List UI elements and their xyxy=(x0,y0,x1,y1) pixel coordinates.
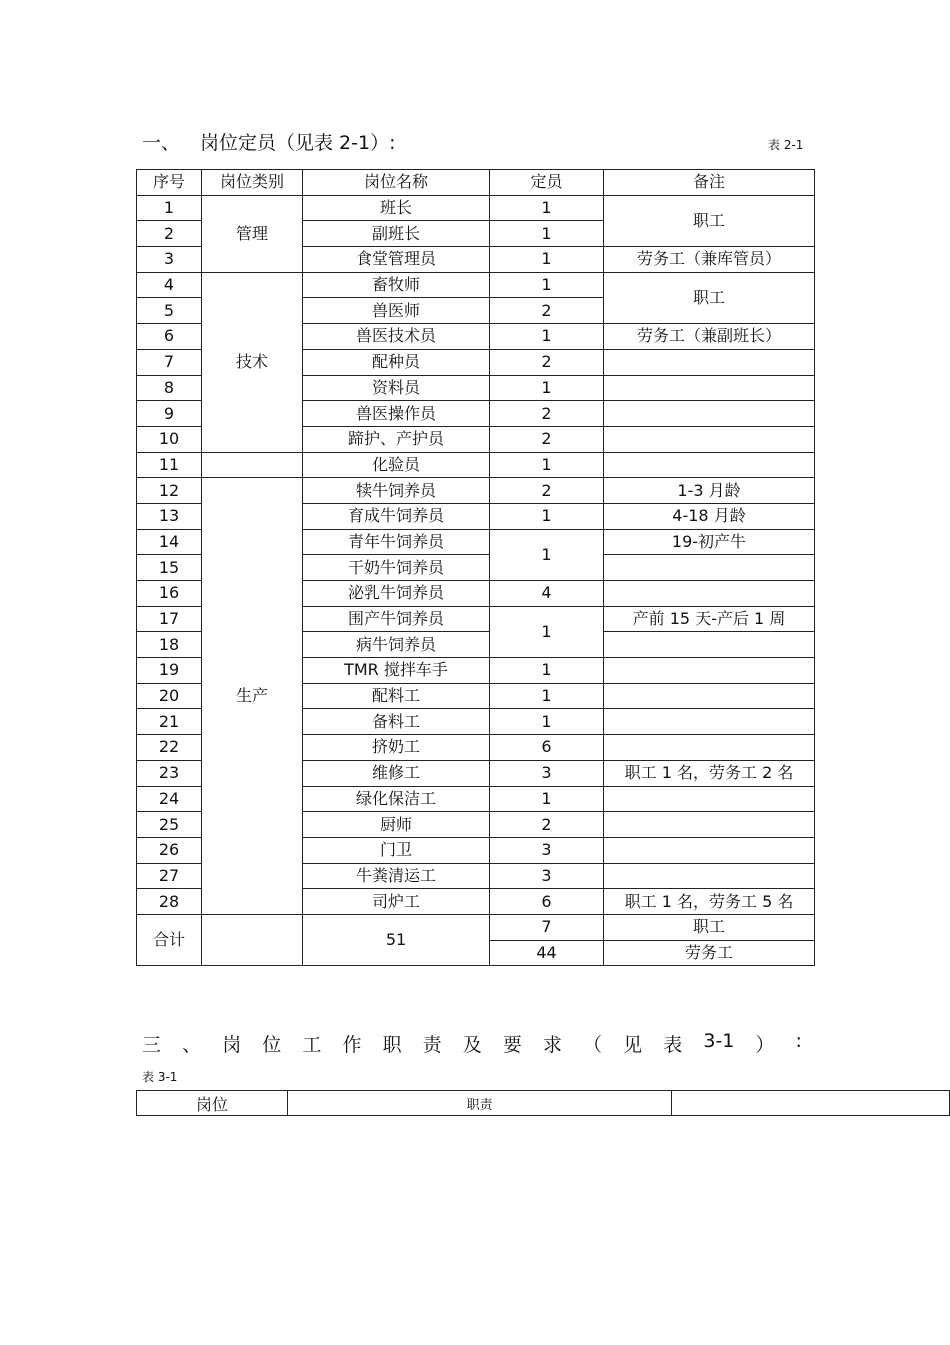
headcount: 1 xyxy=(490,247,604,273)
headcount: 1 xyxy=(490,658,604,684)
position-name: 育成牛饲养员 xyxy=(303,503,490,529)
table-2-1-label: 表 2-1 xyxy=(768,138,804,152)
section-3-heading-char: ） xyxy=(755,1034,775,1056)
section-3-heading-char: 位 xyxy=(262,1034,282,1056)
table-row xyxy=(137,272,815,298)
position-name: 兽医师 xyxy=(303,298,490,324)
headcount: 2 xyxy=(490,298,604,324)
headcount: 2 xyxy=(490,478,604,504)
note-cell-empty xyxy=(604,349,815,375)
section-3-heading-char: 职 xyxy=(382,1034,402,1056)
header-count: 定员 xyxy=(490,170,604,196)
note-cell-empty xyxy=(604,581,815,607)
headcount: 1 xyxy=(490,786,604,812)
position-name: 绿化保洁工 xyxy=(303,786,490,812)
headcount: 3 xyxy=(490,760,604,786)
note-cell-empty xyxy=(604,658,815,684)
position-name: TMR 搅拌车手 xyxy=(303,658,490,684)
note-cell: 劳务工（兼副班长） xyxy=(604,324,815,350)
row-number: 13 xyxy=(137,503,202,529)
note-cell-empty xyxy=(604,837,815,863)
section-3-heading-char: 及 xyxy=(462,1034,482,1056)
category-cell: 生产 xyxy=(202,478,303,915)
headcount: 1 xyxy=(490,221,604,247)
position-name: 化验员 xyxy=(303,452,490,478)
row-number: 23 xyxy=(137,760,202,786)
note-cell-empty xyxy=(604,735,815,761)
note-cell-empty xyxy=(604,863,815,889)
position-name: 犊牛饲养员 xyxy=(303,478,490,504)
row-number: 8 xyxy=(137,375,202,401)
duties-header-extra xyxy=(672,1091,950,1116)
position-name: 门卫 xyxy=(303,837,490,863)
position-name: 维修工 xyxy=(303,760,490,786)
total-label: 合计 xyxy=(137,914,202,965)
table-3-1-label: 表 3-1 xyxy=(142,1070,178,1084)
row-number: 20 xyxy=(137,683,202,709)
headcount: 6 xyxy=(490,889,604,915)
row-number: 17 xyxy=(137,606,202,632)
total-staff-note: 职工 xyxy=(604,914,815,940)
section-1-number: 一、 xyxy=(142,132,181,154)
row-number: 15 xyxy=(137,555,202,581)
note-cell: 职工 xyxy=(604,272,815,323)
position-name: 副班长 xyxy=(303,221,490,247)
row-number: 18 xyxy=(137,632,202,658)
headcount: 1 xyxy=(490,452,604,478)
duties-header-duty: 职责 xyxy=(288,1091,672,1116)
row-number: 6 xyxy=(137,324,202,350)
section-3-heading-char: 责 xyxy=(422,1034,442,1056)
row-number: 14 xyxy=(137,529,202,555)
total-labor-note: 劳务工 xyxy=(604,940,815,966)
staffing-table xyxy=(136,169,815,966)
note-cell-empty xyxy=(604,812,815,838)
table-row xyxy=(137,478,815,504)
headcount: 1 xyxy=(490,709,604,735)
row-number: 2 xyxy=(137,221,202,247)
position-name: 病牛饲养员 xyxy=(303,632,490,658)
table-row xyxy=(137,195,815,221)
position-name: 配种员 xyxy=(303,349,490,375)
row-number: 26 xyxy=(137,837,202,863)
row-number: 5 xyxy=(137,298,202,324)
row-number: 10 xyxy=(137,426,202,452)
note-cell-empty xyxy=(604,709,815,735)
row-number: 22 xyxy=(137,735,202,761)
section-3-heading-char: 3-1 xyxy=(703,1030,735,1052)
headcount: 1 xyxy=(490,683,604,709)
header-position: 岗位名称 xyxy=(303,170,490,196)
section-3-heading-char: 求 xyxy=(542,1034,562,1056)
headcount: 2 xyxy=(490,426,604,452)
row-number: 25 xyxy=(137,812,202,838)
headcount: 1 xyxy=(490,272,604,298)
row-number: 11 xyxy=(137,452,202,478)
position-name: 兽医技术员 xyxy=(303,324,490,350)
note-cell: 4-18 月龄 xyxy=(604,503,815,529)
headcount: 1 xyxy=(490,503,604,529)
row-number: 7 xyxy=(137,349,202,375)
headcount: 2 xyxy=(490,349,604,375)
section-1-heading xyxy=(142,128,395,155)
headcount: 2 xyxy=(490,401,604,427)
position-name: 青年牛饲养员 xyxy=(303,529,490,555)
position-name: 干奶牛饲养员 xyxy=(303,555,490,581)
duties-header-position: 岗位 xyxy=(137,1091,288,1116)
position-name: 配料工 xyxy=(303,683,490,709)
headcount: 4 xyxy=(490,581,604,607)
note-cell-empty xyxy=(604,426,815,452)
section-1-title: 岗位定员（见表 2-1）: xyxy=(200,132,396,154)
header-no: 序号 xyxy=(137,170,202,196)
row-number: 21 xyxy=(137,709,202,735)
headcount: 1 xyxy=(490,324,604,350)
note-cell-empty xyxy=(604,452,815,478)
position-name: 挤奶工 xyxy=(303,735,490,761)
position-name: 司炉工 xyxy=(303,889,490,915)
section-3-heading-char: 工 xyxy=(302,1034,322,1056)
duties-table xyxy=(136,1090,950,1116)
headcount: 1 xyxy=(490,606,604,657)
row-number: 27 xyxy=(137,863,202,889)
header-category: 岗位类别 xyxy=(202,170,303,196)
duties-header-row xyxy=(137,1091,950,1116)
note-cell-empty xyxy=(604,375,815,401)
note-cell: 职工 xyxy=(604,195,815,246)
row-number: 3 xyxy=(137,247,202,273)
headcount: 3 xyxy=(490,837,604,863)
position-name: 围产牛饲养员 xyxy=(303,606,490,632)
category-cell-empty xyxy=(202,452,303,478)
note-cell-empty xyxy=(604,401,815,427)
section-3-heading-char: 、 xyxy=(182,1034,202,1056)
category-cell: 技术 xyxy=(202,272,303,452)
position-name: 备料工 xyxy=(303,709,490,735)
headcount: 2 xyxy=(490,812,604,838)
section-3-heading-char: 要 xyxy=(502,1034,522,1056)
section-3-heading-char: : xyxy=(795,1030,802,1052)
section-3-heading-char: 岗 xyxy=(222,1034,242,1056)
row-number: 19 xyxy=(137,658,202,684)
note-cell: 19-初产牛 xyxy=(604,529,815,555)
note-cell-empty xyxy=(604,632,815,658)
note-cell: 职工 1 名，劳务工 5 名 xyxy=(604,889,815,915)
section-3-heading-char: 表 xyxy=(663,1034,683,1056)
total-staff-count: 7 xyxy=(490,914,604,940)
header-notes: 备注 xyxy=(604,170,815,196)
position-name: 食堂管理员 xyxy=(303,247,490,273)
headcount: 1 xyxy=(490,529,604,580)
note-cell: 产前 15 天-产后 1 周 xyxy=(604,606,815,632)
row-number: 28 xyxy=(137,889,202,915)
total-value: 51 xyxy=(303,914,490,965)
row-number: 1 xyxy=(137,195,202,221)
note-cell-empty xyxy=(604,555,815,581)
headcount: 6 xyxy=(490,735,604,761)
position-name: 畜牧师 xyxy=(303,272,490,298)
row-number: 12 xyxy=(137,478,202,504)
total-category-empty xyxy=(202,914,303,965)
section-3-heading-char: 三 xyxy=(142,1034,162,1056)
position-name: 资料员 xyxy=(303,375,490,401)
total-labor-count: 44 xyxy=(490,940,604,966)
position-name: 班长 xyxy=(303,195,490,221)
position-name: 牛粪清运工 xyxy=(303,863,490,889)
headcount: 1 xyxy=(490,375,604,401)
category-cell: 管理 xyxy=(202,195,303,272)
position-name: 厨师 xyxy=(303,812,490,838)
position-name: 蹄护、产护员 xyxy=(303,426,490,452)
total-row xyxy=(137,914,815,940)
row-number: 9 xyxy=(137,401,202,427)
section-3-heading-char: 见 xyxy=(623,1034,643,1056)
note-cell: 职工 1 名，劳务工 2 名 xyxy=(604,760,815,786)
section-3-heading-char: （ xyxy=(583,1034,603,1056)
position-name: 兽医操作员 xyxy=(303,401,490,427)
table-row xyxy=(137,452,815,478)
position-name: 泌乳牛饲养员 xyxy=(303,581,490,607)
headcount: 1 xyxy=(490,195,604,221)
headcount: 3 xyxy=(490,863,604,889)
row-number: 24 xyxy=(137,786,202,812)
note-cell: 劳务工（兼库管员） xyxy=(604,247,815,273)
section-3-heading xyxy=(142,1030,802,1057)
note-cell: 1-3 月龄 xyxy=(604,478,815,504)
section-3-heading-char: 作 xyxy=(342,1034,362,1056)
table-header-row xyxy=(137,170,815,196)
row-number: 4 xyxy=(137,272,202,298)
note-cell-empty xyxy=(604,683,815,709)
row-number: 16 xyxy=(137,581,202,607)
note-cell-empty xyxy=(604,786,815,812)
